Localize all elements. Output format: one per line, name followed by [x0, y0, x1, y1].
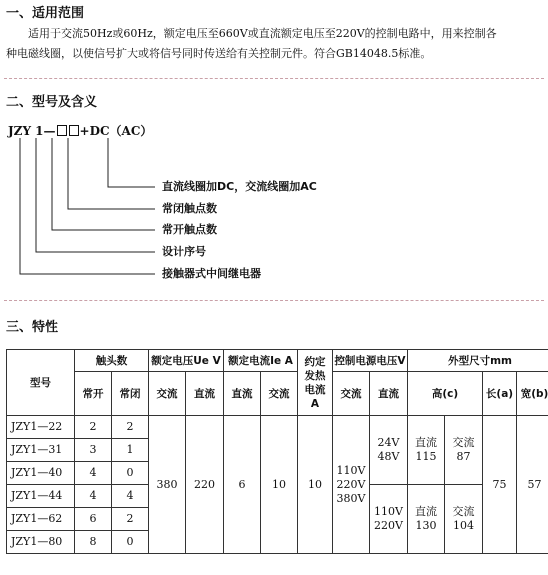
cell-nc: 1: [112, 439, 149, 462]
cell-no: 2: [75, 416, 112, 439]
ctrl-ac-value: 220V: [336, 477, 366, 491]
table-row: [7, 416, 548, 439]
cell-no: 8: [75, 531, 112, 554]
cell-model: JZY1—80: [7, 531, 75, 554]
cell-no: 6: [75, 508, 112, 531]
header-ue-ac: 交流: [149, 372, 186, 416]
model-code-prefix: JZY 1—: [8, 123, 56, 138]
cell-model: JZY1—31: [7, 439, 75, 462]
height-dc-value: 115: [415, 450, 437, 463]
cell-model: JZY1—22: [7, 416, 75, 439]
meaning-relay-type: 接触器式中间继电器: [162, 267, 261, 280]
height-ac-value: 104: [453, 519, 475, 532]
cell-no: 4: [75, 462, 112, 485]
divider: [4, 300, 544, 301]
header-contacts: 触头数: [75, 350, 149, 372]
section-heading-scope: 一、适用范围: [6, 6, 85, 21]
height-ac-label: 交流: [452, 436, 475, 449]
cell-ue-ac: 380: [149, 416, 186, 554]
height-ac-value: 87: [456, 450, 471, 463]
cell-height-bottom-ac: [445, 485, 483, 554]
cell-ue-dc: 220: [186, 416, 224, 554]
height-ac-label: 交流: [452, 505, 475, 518]
cell-nc: 0: [112, 462, 149, 485]
cell-ctrl-ac: [333, 416, 370, 554]
header-control-voltage: 控制电源电压V: [333, 350, 408, 372]
height-dc-label: 直流: [415, 505, 438, 518]
header-width: 宽(b): [517, 372, 548, 416]
header-ie-ac: 交流: [261, 372, 298, 416]
header-thermal-line: 发热: [304, 369, 326, 382]
meaning-coil-type: 直流线圈加DC，交流线圈加AC: [162, 180, 317, 193]
cell-model: JZY1—40: [7, 462, 75, 485]
cell-nc: 4: [112, 485, 149, 508]
ctrl-dc-value: 24V: [377, 436, 400, 449]
header-model: 型号: [7, 350, 75, 416]
header-no: 常开: [75, 372, 112, 416]
height-dc-label: 直流: [415, 436, 438, 449]
header-ue-dc: 直流: [186, 372, 224, 416]
cell-ie-dc: 6: [224, 416, 261, 554]
header-thermal-line: A: [310, 397, 320, 410]
header-nc: 常闭: [112, 372, 149, 416]
header-length: 长(a): [483, 372, 517, 416]
cell-no: 4: [75, 485, 112, 508]
cell-height-top-dc: [408, 416, 445, 485]
cell-ie-ac: 10: [261, 416, 298, 554]
meaning-nc-count: 常闭触点数: [162, 202, 217, 215]
cell-ctrl-dc-top: [370, 416, 408, 485]
characteristics-table: [6, 349, 548, 554]
header-ie-dc: 直流: [224, 372, 261, 416]
height-dc-value: 130: [415, 519, 437, 532]
meaning-no-count: 常开触点数: [162, 223, 217, 236]
header-thermal-line: 约定: [304, 355, 326, 368]
header-thermal-current: [298, 350, 333, 416]
section-heading-characteristics: 三、特性: [6, 320, 59, 335]
cell-model: JZY1—44: [7, 485, 75, 508]
ctrl-dc-value: 48V: [377, 450, 400, 463]
ctrl-dc-value: 220V: [374, 519, 403, 532]
ctrl-dc-value: 110V: [374, 505, 403, 518]
cell-nc: 2: [112, 508, 149, 531]
cell-height-bottom-dc: [408, 485, 445, 554]
model-code-suffix: +DC（AC）: [79, 124, 153, 138]
cell-width: 57: [517, 416, 548, 554]
header-thermal-line: 电流: [304, 383, 326, 396]
section-heading-model: 二、型号及含义: [6, 95, 98, 110]
meaning-design-serial: 设计序号: [162, 245, 206, 258]
header-height: 高(c): [408, 372, 483, 416]
header-rated-current: 额定电流Ie A: [224, 350, 298, 372]
scope-line-1: 适用于交流50Hz或60Hz，额定电压至660V或直流额定电压至220V的控制电路中，用来控制各: [28, 27, 497, 40]
scope-line-2: 种电磁线圈，以使信号扩大或将信号同时传送给有关控制元件。符合GB14048.5标准。: [6, 47, 432, 60]
cell-ith: 10: [298, 416, 333, 554]
header-ctrl-dc: 直流: [370, 372, 408, 416]
cell-nc: 2: [112, 416, 149, 439]
cell-model: JZY1—62: [7, 508, 75, 531]
cell-nc: 0: [112, 531, 149, 554]
ctrl-ac-value: 380V: [336, 491, 366, 505]
header-dimensions: 外型尺寸mm: [408, 350, 548, 372]
header-ctrl-ac: 交流: [333, 372, 370, 416]
cell-ctrl-dc-bottom: [370, 485, 408, 554]
cell-height-top-ac: [445, 416, 483, 485]
ctrl-ac-value: 110V: [336, 463, 366, 477]
header-rated-voltage: 额定电压Ue V: [149, 350, 224, 372]
cell-length: 75: [483, 416, 517, 554]
cell-no: 3: [75, 439, 112, 462]
